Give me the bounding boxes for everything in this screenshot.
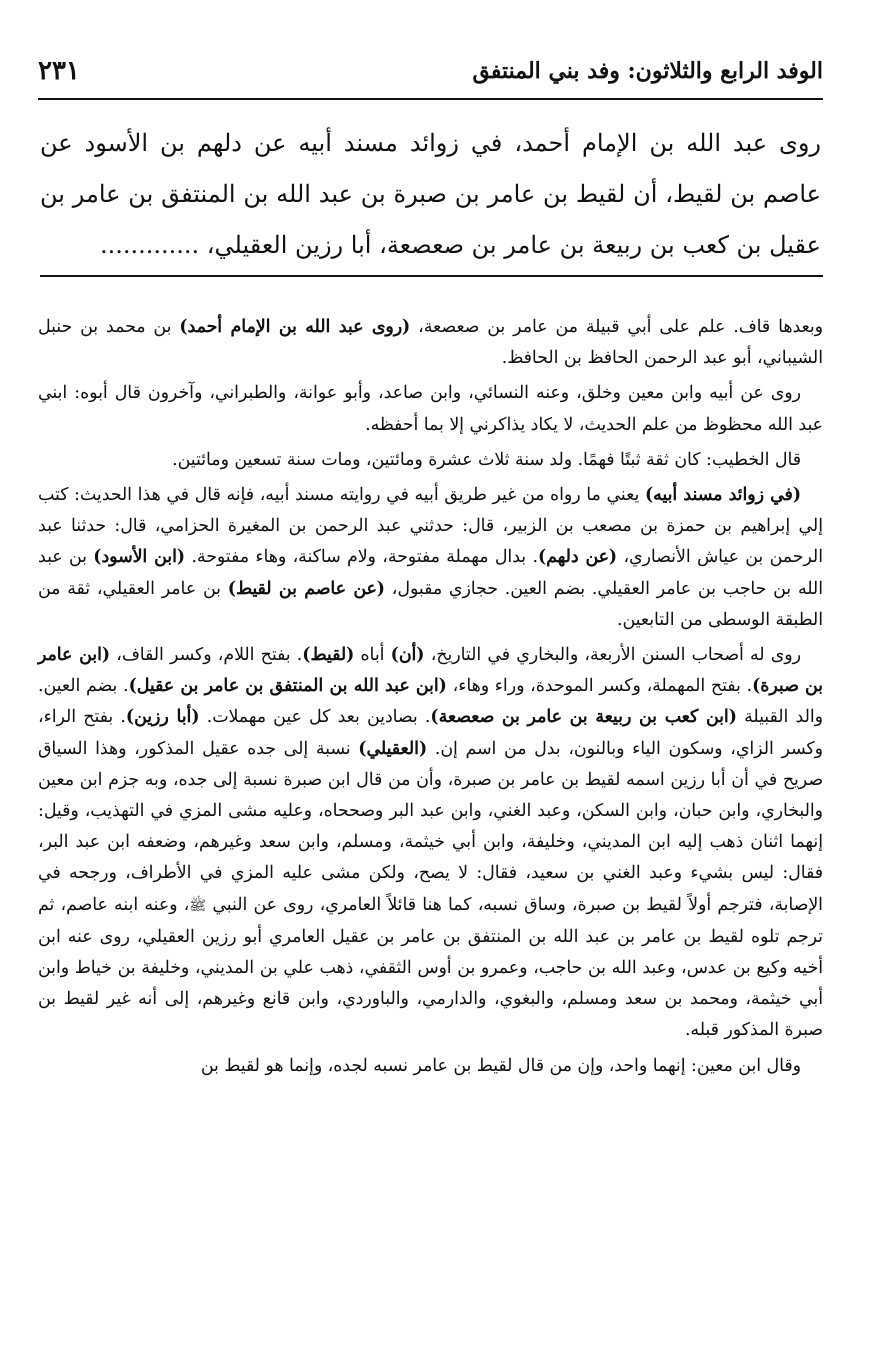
ellipsis-dots: ............. [99, 231, 200, 259]
hadith-text [40, 118, 821, 271]
quoted-phrase: (العقيلي) [358, 738, 428, 759]
quoted-phrase: (عن دلهم) [537, 547, 618, 568]
text-segment: . بصادين بعد كل عين مهملات. [199, 707, 431, 728]
page-number: ٢٣١ [38, 56, 80, 86]
text-segment: يعني ما رواه من غير طريق أبيه في روايته مسند أبيه، فإنه قال في هذا الحديث: كتب إلي إبراهيم بن حمزة بن مصعب بن الزبير، قال: حدثني عبد الرحمن بن المغيرة الحزامي، قال: حدثنا عبد الرحمن بن عياش الأنصاري، [38, 485, 823, 568]
quoted-phrase: (ابن كعب بن ربيعة بن عامر بن صعصعة) [430, 707, 737, 728]
quoted-phrase: (أبا رزين) [125, 707, 200, 728]
quoted-phrase: (أن) [390, 645, 425, 666]
chapter-title: الوفد الرابع والثلاثون: وفد بني المنتفق [472, 58, 823, 84]
text-segment: . بدال مهملة مفتوحة، ولام ساكنة، وهاء مفتوحة. [185, 547, 538, 568]
text-segment: . بفتح الراء، وكسر الزاي، وسكون الياء وبالنون، بدل من اسم إن. [38, 707, 823, 759]
commentary-paragraph-1 [38, 312, 823, 374]
commentary-paragraph-6: وقال ابن معين: إنهما واحد، وإن من قال لقيط بن عامر نسبه لجده، وإنما هو لقيط بن [200, 1055, 801, 1076]
quoted-phrase: (عن عاصم بن لقيط) [227, 578, 385, 599]
text-segment: روى له أصحاب السنن الأربعة، والبخاري في التاريخ، [424, 645, 801, 666]
quoted-phrase: (في زوائد مسند أبيه) [644, 485, 801, 506]
text-segment: . بضم العين. والد القبيلة [38, 676, 823, 728]
commentary-paragraph-5 [38, 640, 823, 1047]
commentary-paragraph-4 [38, 480, 823, 636]
quoted-phrase: (ابن الأسود) [93, 547, 186, 568]
commentary [38, 312, 823, 1086]
text-segment: ، وعنه ابنه عاصم، ثم ترجم تلوه لقيط بن عامر بن عبد الله بن المنتفق بن عامر بن عقيل العامري أبو رزين العقيلي، روى عنه ابن أخيه وكيع بن عدس، وعبد الله بن حاجب، وعمرو بن أوس الثقفي، ذهب علي بن المديني، وخليفة بن خياط وابن أبي خيثمة، ومحمد بن سعد ومسلم، والبغوي، والدارمي، والباوردي، وابن قانع وغيرهم، إلى أنه غير لقيط بن صبرة المذكور قبله. [38, 894, 823, 1041]
quoted-phrase: (روى عبد الله بن الإمام أحمد) [179, 317, 411, 337]
quoted-phrase: (ابن عامر بن صبرة) [38, 645, 823, 697]
text-segment: أباه [354, 645, 391, 666]
commentary-paragraph-3: قال الخطيب: كان ثقة ثبتًا فهمًا. ولد سنة ثلاث عشرة ومائتين، ومات سنة تسعين ومائتين. [172, 449, 801, 470]
text-segment: بن عامر العقيلي، ثقة من الطبقة الوسطى من التابعين. [38, 578, 823, 630]
separator-line [40, 275, 823, 277]
salawat-symbol: ﷺ [189, 897, 207, 914]
quoted-phrase: (لقيط) [302, 645, 355, 666]
text-segment: بن محمد بن حنبل الشيباني، أبو عبد الرحمن الحافظ بن الحافظ. [38, 317, 823, 369]
text-segment: نسبة إلى جده عقيل المذكور، وهذا السياق صريح في أن أبا رزين اسمه لقيط بن عامر بن صبرة، وأن من قال ابن صبرة نسبة إلى جده، وبه جزم ابن معين والبخاري، وابن حبان، وابن السكن، وعبد الغني، وابن عبد البر وصححاه، وعليه مشى المزي في التهذيب، وقيل: إنهما اثنان ذهب إليه ابن المديني، وخليفة، وابن أبي خيثمة، ومسلم، وابن سعد وغيرهم، وضعفه ابن عبد البر، فقال: ليس بشيء وعبد الغني بن سعيد، فقال: لا يصح، ولكن مشى عليه المزي في الأطراف، ورجحه في الإصابة، فترجم أولاً لقيط بن صبرة، وساق نسبه، كما هنا قائلاً العامري، روى عن النبي [38, 738, 823, 915]
commentary-paragraph-2: روى عن أبيه وابن معين وخلق، وعنه النسائي، وابن صاعد، وأبو عوانة، والطبراني، وآخرون قال أبوه: ابني عبد الله محظوظ من علم الحديث، لا يكاد يذاكرني إلا بما أحفظه. [38, 383, 823, 435]
text-segment: . بفتح المهملة، وكسر الموحدة، وراء وهاء، [446, 676, 753, 697]
text-segment: بن عبد الله بن حاجب بن عامر العقيلي. بضم العين. حجازي مقبول، [38, 547, 823, 599]
text-segment: وبعدها قاف. علم على أبي قبيلة من عامر بن صعصعة، [410, 317, 824, 337]
page-header [38, 52, 823, 100]
hadith-body: روى عبد الله بن الإمام أحمد، في زوائد مسند أبيه عن دلهم بن الأسود عن عاصم بن لقيط، أن لقيط بن عامر بن صبرة بن عبد الله بن المنتفق بن عامر بن عقيل بن كعب بن ربيعة بن عامر بن صعصعة، أبا رزين العقيلي، [40, 129, 821, 259]
text-segment: . بفتح اللام، وكسر القاف، [110, 645, 303, 666]
quoted-phrase: (ابن عبد الله بن المنتفق بن عامر بن عقيل) [128, 676, 447, 697]
